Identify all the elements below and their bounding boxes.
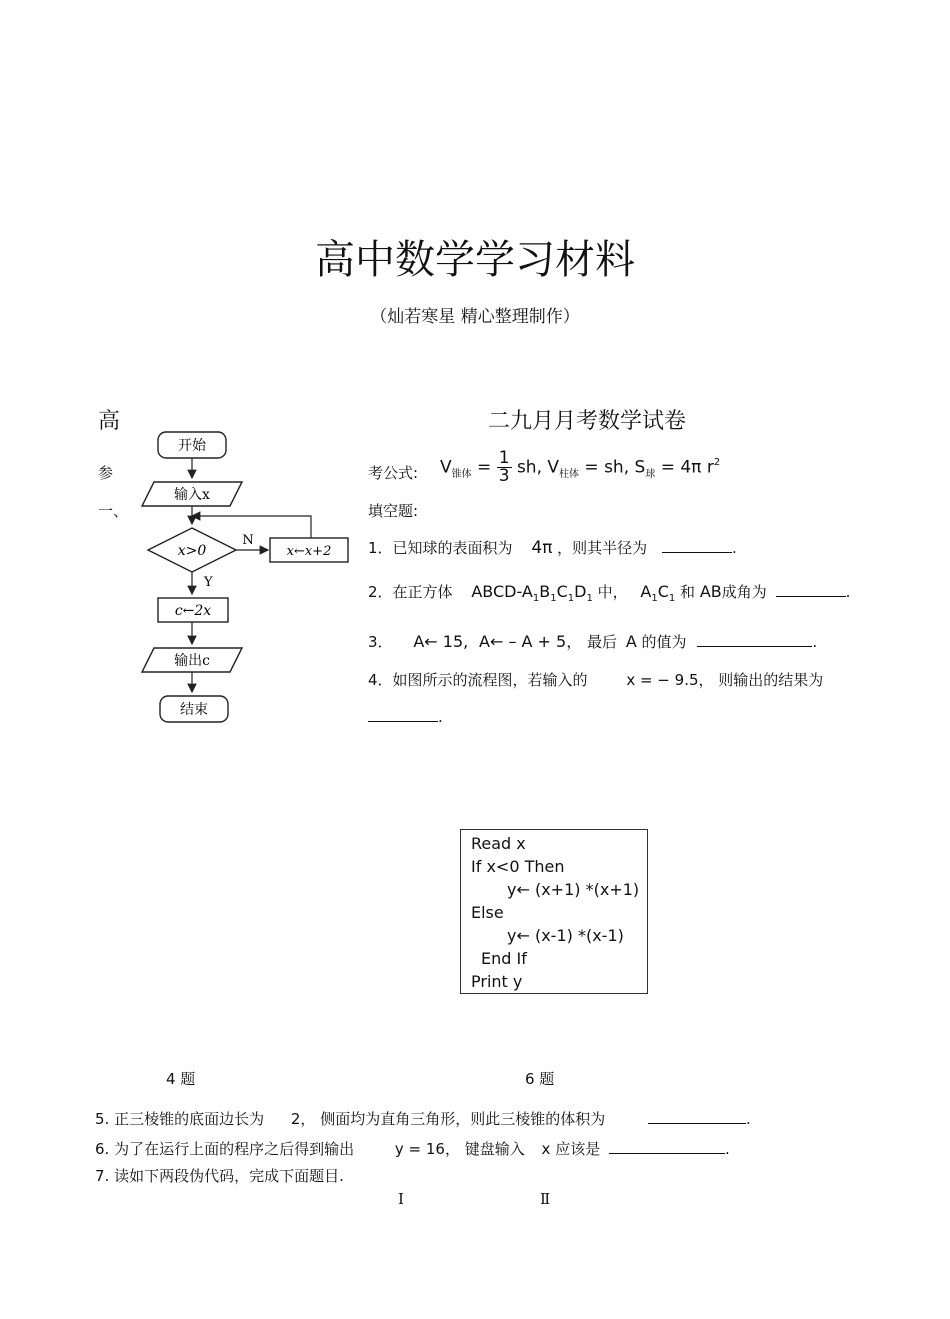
document-title: 高中数学学习材料 xyxy=(315,237,635,283)
flow-output-label: 输出c xyxy=(174,653,210,669)
flow-compute-label: c←2x xyxy=(174,603,212,619)
code-line-1: Read x xyxy=(471,834,526,853)
question-4: 4．如图所示的流程图，若输入的 x = − 9.5， 则输出的结果为 xyxy=(368,671,824,689)
question-6: 6. 为了在运行上面的程序之后得到输出 y = 16， 键盘输入 x 应该是 . xyxy=(95,1140,730,1158)
label-roman-2: Ⅱ xyxy=(540,1190,551,1208)
flow-end-label: 结束 xyxy=(180,702,208,718)
exam-title: 二九月月考数学试卷 xyxy=(488,409,687,434)
caption-figure-6: 6 题 xyxy=(525,1070,555,1088)
question-2: 2．在正方体 ABCD-$A_1B_1C_1D_1$ 中， $A_1C_1$ 和 AB成角为 . xyxy=(368,582,851,604)
flow-start-label: 开始 xyxy=(178,438,206,454)
flow-input-label: 输入x xyxy=(174,487,210,503)
pseudocode-box xyxy=(460,829,648,994)
question-5: 5. 正三棱锥的底面边长为 2， 侧面均为直角三角形，则此三棱锥的体积为 . xyxy=(95,1110,751,1128)
code-line-5: y← (x-1) *(x-1) xyxy=(507,926,624,945)
label-roman-1: Ⅰ xyxy=(398,1190,404,1208)
caption-figure-4: 4 题 xyxy=(166,1070,196,1088)
code-line-6: End If xyxy=(481,949,527,968)
question-7: 7. 读如下两段伪代码，完成下面题目. xyxy=(95,1167,344,1185)
code-line-3: y← (x+1) *(x+1) xyxy=(507,880,640,899)
document-subtitle: （灿若寒星 精心整理制作） xyxy=(370,307,580,327)
flowchart xyxy=(140,426,350,726)
code-line-7: Print y xyxy=(471,972,523,991)
formula: $V_{锥体}$ = $\frac{1}{3}$ sh, $V_{柱体}$ = sh, $S_球 = 4\pi$ $r^2$ xyxy=(440,448,721,486)
code-line-4: Else xyxy=(471,903,504,922)
question-1: 1．已知球的表面积为 4π ，则其半径为 . xyxy=(368,538,737,558)
fragment-gao: 高 xyxy=(98,409,121,434)
code-line-2: If x<0 Then xyxy=(471,857,565,876)
flow-loop-step-label: x←x+2 xyxy=(286,544,332,559)
flow-yes-label: Y xyxy=(204,575,213,590)
question-3: 3． A← 15, A← – A + 5， 最后 A 的值为 . xyxy=(368,632,818,651)
fragment-yi: 一、 xyxy=(98,502,129,520)
flow-no-label: N xyxy=(242,533,254,548)
formula-label: 考公式: xyxy=(368,464,419,482)
fragment-can: 参 xyxy=(98,464,114,482)
flow-condition-label: x>0 xyxy=(177,543,207,559)
section-heading: 填空题: xyxy=(368,502,419,520)
question-4-answer: . xyxy=(368,708,443,726)
